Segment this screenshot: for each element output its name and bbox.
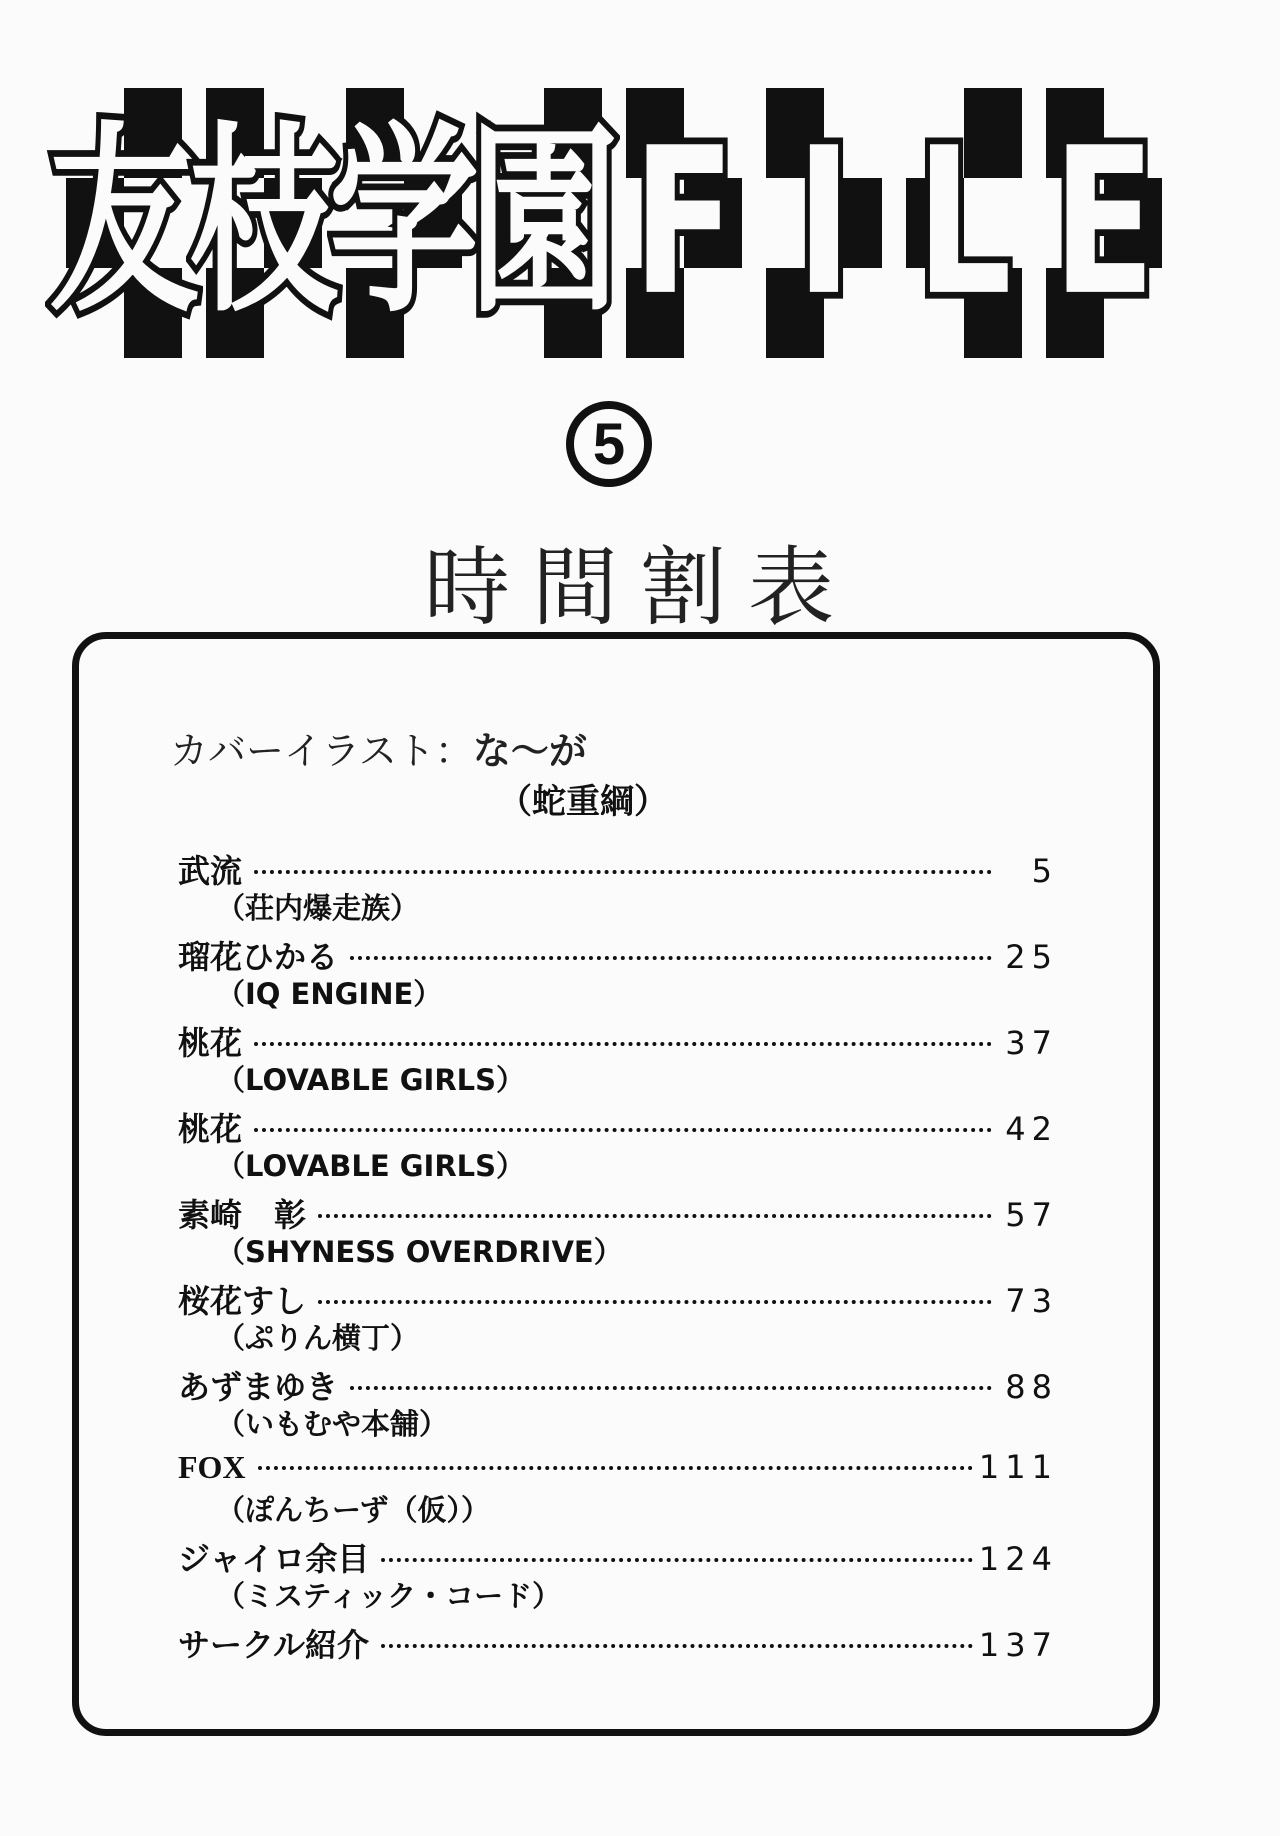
toc-entry: [178, 1190, 1058, 1276]
leader-dots: [350, 956, 992, 960]
toc-author: 桃花: [178, 1111, 243, 1147]
toc-entry: [178, 1104, 1058, 1190]
page-heading: 時間割表: [424, 538, 856, 638]
logo-char-2: 枝: [206, 88, 322, 358]
toc-author: サークル紹介: [178, 1627, 370, 1663]
leader-dots: [381, 1644, 973, 1648]
leader-dots: [381, 1558, 973, 1562]
leader-dots: [350, 1386, 992, 1390]
toc-circle: （いもむや本舗）: [216, 1407, 449, 1441]
toc-page: 73: [1005, 1282, 1058, 1320]
leader-dots: [254, 1128, 992, 1132]
toc-author: 武流: [178, 853, 243, 889]
toc-entry: [178, 846, 1058, 932]
toc-page: 57: [1005, 1196, 1058, 1234]
toc-entry: [178, 1362, 1058, 1448]
toc-author: ジャイロ余目: [178, 1541, 370, 1577]
leader-dots: [318, 1300, 992, 1304]
logo-char-5: F: [626, 88, 742, 358]
toc-page: 88: [1005, 1368, 1058, 1406]
toc-entry: [178, 1534, 1058, 1620]
cover-label: カバーイラスト：: [170, 729, 473, 773]
logo-char-4: 園: [486, 88, 602, 358]
toc-circle: （SHYNESS OVERDRIVE）: [216, 1235, 623, 1269]
toc-page: 111: [978, 1448, 1058, 1486]
leader-dots: [318, 1214, 992, 1218]
logo-char-8: E: [1046, 88, 1162, 358]
title-logo: [49, 88, 1162, 358]
toc-circle: （ぽんちーず（仮））: [216, 1493, 491, 1527]
toc-circle: （LOVABLE GIRLS）: [216, 1063, 526, 1097]
cover-artist: な〜が: [472, 729, 587, 773]
logo-char-3: 学: [346, 88, 462, 358]
toc-circle: （荘内爆走族）: [216, 891, 420, 925]
toc-circle: （IQ ENGINE）: [216, 977, 443, 1011]
toc-author: あずまゆき: [178, 1369, 339, 1405]
toc-author: 素崎 彰: [178, 1197, 307, 1233]
toc-circle: （LOVABLE GIRLS）: [216, 1149, 526, 1183]
logo-char-6: I: [766, 88, 882, 358]
cover-credit: [170, 720, 587, 775]
toc-circle: （ぷりん横丁）: [216, 1321, 420, 1355]
logo-char-1: 友: [66, 88, 182, 358]
toc-circle: （ミスティック・コード）: [216, 1579, 562, 1613]
toc-page: 25: [1005, 938, 1058, 976]
toc-author: 桃花: [178, 1025, 243, 1061]
logo-char-7: L: [906, 88, 1022, 358]
toc-entry: [178, 1276, 1058, 1362]
cover-circle: （蛇重綱）: [498, 782, 668, 822]
toc-author: FOX: [178, 1449, 246, 1485]
toc-page: 42: [1005, 1110, 1058, 1148]
toc-author: 瑠花ひかる: [178, 939, 339, 975]
toc-page: 137: [978, 1626, 1058, 1664]
toc-author: 桜花すし: [178, 1283, 307, 1319]
toc-page: 5: [1031, 852, 1058, 890]
table-of-contents: [178, 846, 1058, 1706]
leader-dots: [254, 1042, 992, 1046]
toc-entry: [178, 932, 1058, 1018]
toc-entry: [178, 1018, 1058, 1104]
leader-dots: [258, 1466, 973, 1470]
toc-entry: [178, 1620, 1058, 1706]
toc-page: 37: [1005, 1024, 1058, 1062]
volume-number: 5: [566, 401, 652, 487]
toc-entry: [178, 1448, 1058, 1534]
leader-dots: [254, 870, 992, 874]
toc-page: 124: [978, 1540, 1058, 1578]
